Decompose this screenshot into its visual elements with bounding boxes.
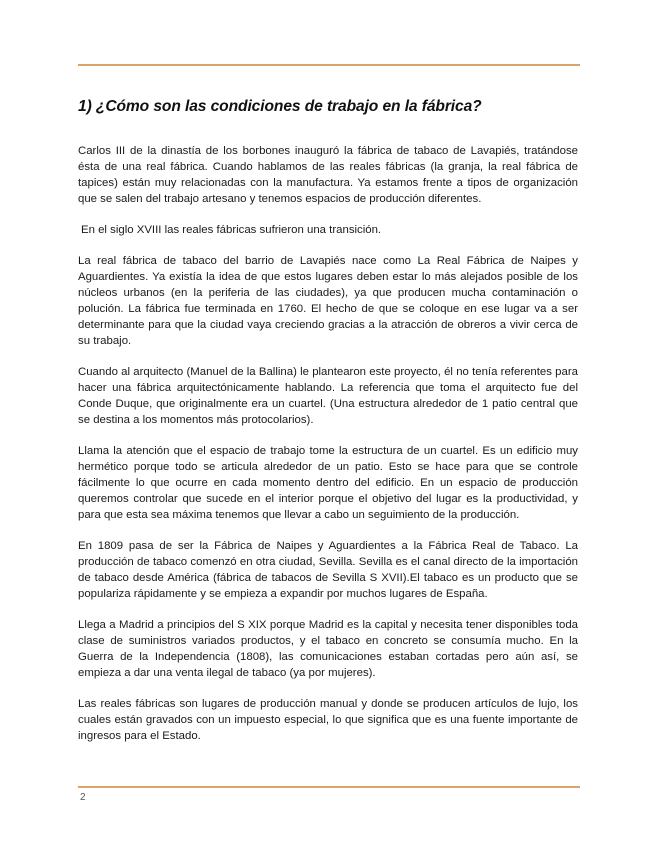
paragraph: En el siglo XVIII las reales fábricas sufrieron una transición.: [81, 224, 382, 236]
paragraph: Carlos III de la dinastía de los borbones inauguró la fábrica de tabaco de Lavapiés, tratándose ésta de una real fábrica. Cuando hablamos de las reales fábricas (la granja, la real fábrica de tapices) están muy relacionadas con la manufactura. Ya estamos frente a tipos de organización que se salen del trabajo artesano y tenemos espacios de producción diferentes.: [78, 145, 578, 205]
page-number: 2: [80, 792, 86, 803]
footer-rule: [78, 786, 580, 788]
section-heading: 1) ¿Cómo son las condiciones de trabajo en la fábrica?: [78, 98, 482, 115]
paragraph: Las reales fábricas son lugares de producción manual y donde se producen artículos de lujo, los cuales están gravados con un impuesto especial, lo que significa que es una fuente importante de ingresos para el Estado.: [78, 698, 578, 742]
paragraph: Llega a Madrid a principios del S XIX porque Madrid es la capital y necesita tener disponibles toda clase de suministros variados productos, y el tabaco en concreto se consumía mucho. En la Guerra de la Independencia (1808), las comunicaciones estaban cortadas pero aún así, se empieza a dar una venta ilegal de tabaco (ya por mujeres).: [78, 619, 578, 679]
paragraph: La real fábrica de tabaco del barrio de Lavapiés nace como La Real Fábrica de Naipes y Aguardientes. Ya existía la idea de que estos lugares deben estar lo más alejados posible de los núcleos urbanos (en la periferia de las ciudades), ya que producen mucha contaminación o polución. La fábrica fue terminada en 1760. El hecho de que se coloque en ese lugar va a ser determinante para que la ciudad vaya creciendo gracias a la atracción de obreros a vivir cerca de su trabajo.: [78, 255, 578, 347]
paragraph: En 1809 pasa de ser la Fábrica de Naipes y Aguardientes a la Fábrica Real de Tabaco. La producción de tabaco comenzó en otra ciudad, Sevilla. Sevilla es el canal directo de la importación de tabaco desde América (fábrica de tabacos de Sevilla S XVII).El tabaco es un producto que se populariza rápidamente y se empieza a expandir por muchos lugares de España.: [78, 540, 578, 600]
paragraph: Llama la atención que el espacio de trabajo tome la estructura de un cuartel. Es un edificio muy hermético porque todo se articula alrededor de un patio. Esto se hace para que se controle fácilmente lo que ocurre en cada momento dentro del edificio. En un espacio de producción queremos controlar que sucede en el interior porque el objetivo del lugar es la productividad, y para que esta sea máxima tenemos que llevar a cabo un seguimiento de la producción.: [78, 445, 578, 521]
paragraph: Cuando al arquitecto (Manuel de la Ballina) le plantearon este proyecto, él no tenía referentes para hacer una fábrica arquitectónicamente hablando. La referencia que toma el arquitecto fue del Conde Duque, que originalmente era un cuartel. (Una estructura alrededor de 1 patio central que se destina a los momentos más protocolarios).: [78, 366, 578, 426]
header-rule: [78, 64, 580, 66]
document-body: [78, 143, 578, 759]
